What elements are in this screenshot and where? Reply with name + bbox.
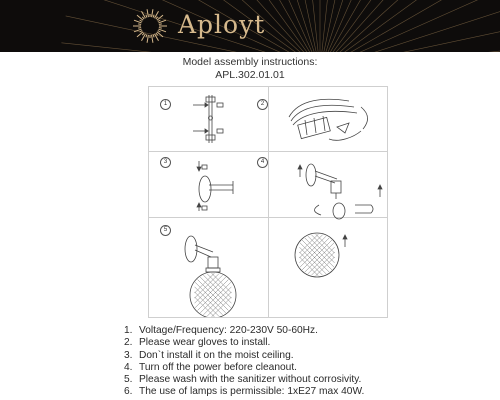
specification-notes-list [124,325,364,399]
note-item: 3. Don`t install it on the moist ceiling. [124,349,294,361]
note-item: 2. Please wear gloves to install. [124,337,271,349]
step-3-arm-mount-illustration [197,161,233,211]
step-1-bracket-illustration [193,95,223,143]
assembly-diagram-panel [148,86,388,318]
brand-logo-text: Aployt [178,10,266,39]
note-item: 1. Voltage/Frequency: 220-230V 50-60Hz. [124,325,318,336]
title-line-1: Model assembly instructions: [182,56,318,68]
step-5-shade-install-illustration [185,218,347,317]
step-4-badge: 4 [257,157,268,168]
note-item: 5. Please wash with the sanitizer without corrosivity. [124,374,362,386]
step-1-badge: 1 [160,99,171,110]
step-2-wiring-illustration [289,99,368,140]
document-title [0,56,500,82]
model-number: APL.302.01.01 [215,69,285,81]
step-2-badge: 2 [257,99,268,110]
note-item: 6. The use of lamps is permissible: 1xE27 max 40W. [124,386,365,398]
step-4-bulb-install-illustration [298,164,382,219]
header-banner [0,0,500,52]
note-item: 4. Turn off the power before cleanout. [124,361,298,373]
assembly-illustrations [149,87,387,317]
step-5-badge: 5 [160,225,171,236]
step-3-badge: 3 [160,157,171,168]
